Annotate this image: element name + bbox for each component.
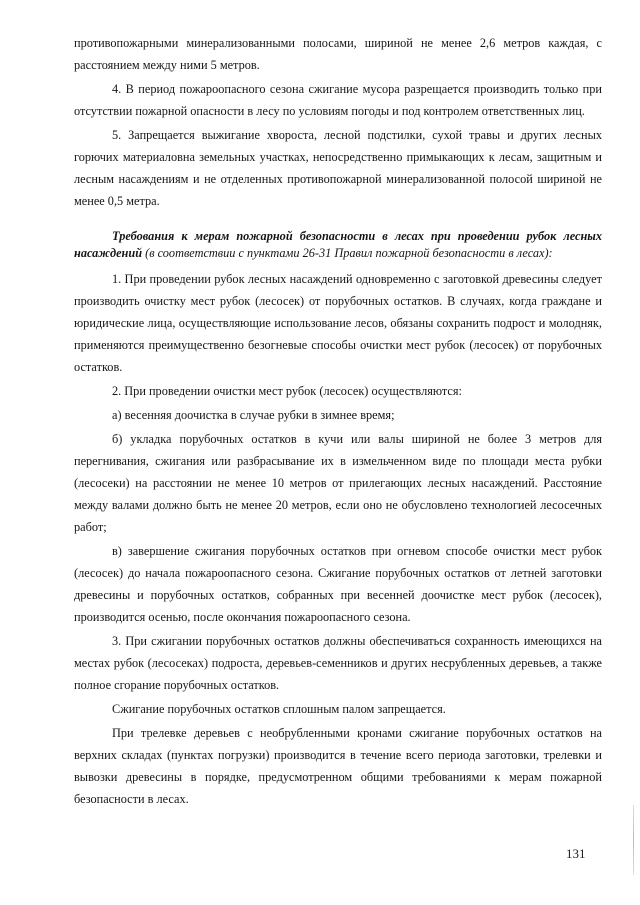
paragraph-rule-2: 2. При проведении очистки мест рубок (лесосек) осуществляются: (112, 384, 462, 398)
paragraph-rule-1: 1. При проведении рубок лесных насаждений одновременно с заготовкой древесины следует производить очистку мест рубок (лесосек) от порубочных остатков. В случаях, когда граждане и юридические лица, осуществляющие использование лесов, обязаны сохранить подрост и молодняк, применяются преимущественно безогневые способы очистки мест рубок (лесосек) от порубочных остатков. (74, 272, 602, 374)
paragraph-item-4: 4. В период пожароопасного сезона сжигание мусора разрещается производить только при отсутствии пожарной опасности в лесу по условиям погоды и под контролем ответственных лиц. (74, 82, 602, 118)
paragraph-continuation: противопожарными минерализованными полосами, шириной не менее 2,6 метров каждая, с расстоянием между ними 5 метров. (74, 36, 602, 72)
paragraph-rule-2v: в) завершение сжигания порубочных остатков при огневом способе очистки мест рубок (лесосек) до начала пожароопасного сезона. Сжигание порубочных остатков от летней заготовки древесины и порубочных остатков, собранных при весенней доочистке мест рубок (лесосек), производится осенью, после окончания пожароопасного сезона. (74, 544, 602, 624)
paragraph-item-5: 5. Запрещается выжигание хвороста, лесной подстилки, сухой травы и других лесных горючих материаловна земельных участках, непосредственно примыкающих к лесам, защитным и лесным насаждениям и не отделенных противопожарной минерализованной полосой шириной не менее 0,5 метра. (74, 128, 602, 208)
section-heading-reference: (в соответствии с пунктами 26-31 Правил пожарной безопасности в лесах): (142, 246, 553, 260)
section-heading (74, 228, 602, 262)
paragraph-rule-3: 3. При сжигании порубочных остатков должны обеспечиваться сохранность имеющихся на местах рубок (лесосеках) подроста, деревьев-семенников и других несрубленных деревьев, а также полное сгорание порубочных остатков. (74, 634, 602, 692)
paragraph-rule-3-skidding: При трелевке деревьев с необрубленными кронами сжигание порубочных остатков на верхних складах (пунктах погрузки) производится в течение всего периода заготовки, трелевки и вывозки древесины в порядке, предусмотренном общими требованиями к мерам пожарной безопасности в лесах. (74, 726, 602, 806)
paragraph-rule-2b: б) укладка порубочных остатков в кучи или валы шириной не более 3 метров для перегнивания, сжигания или разбрасывание их в измельченном виде по площади места рубки (лесосеки) на расстоянии не менее 10 метров от прилегающих лесных насаждений. Расстояние между валами должно быть не менее 20 метров, если оно не обусловлено технологией лесосечных работ; (74, 432, 602, 534)
section-heading-title: Требования к мерам пожарной безопасности в лесах при проведении рубок лесных насаждений (74, 229, 602, 260)
paragraph-rule-2a: а) весенняя доочистка в случае рубки в зимнее время; (112, 408, 395, 422)
scan-edge-mark (633, 805, 634, 875)
paragraph-rule-3-prohibition: Сжигание порубочных остатков сплошным палом запрещается. (112, 702, 446, 716)
page-number: 131 (566, 846, 586, 861)
